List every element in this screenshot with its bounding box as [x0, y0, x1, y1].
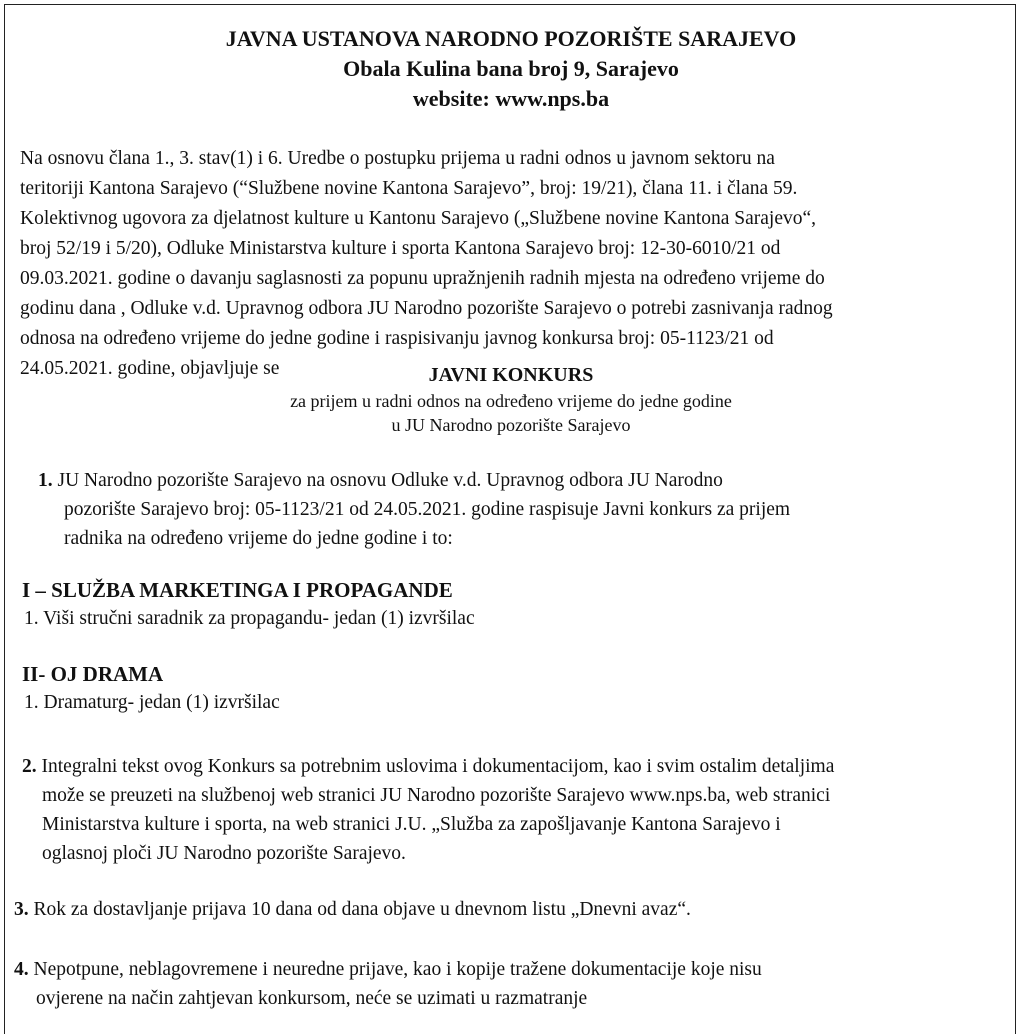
- item-line: ovjerene na način zahtjevan konkursom, neće se uzimati u razmatranje: [36, 988, 588, 1009]
- intro-line: godinu dana , Odluke v.d. Upravnog odbora JU Narodno pozorište Sarajevo o potrebi zasnivanja radnog: [20, 298, 833, 319]
- intro-line: 09.03.2021. godine o davanju saglasnosti za popunu upražnjenih radnih mjesta na određeno vrijeme do: [20, 268, 825, 289]
- section-heading-drama: II- OJ DRAMA: [22, 662, 164, 686]
- item-line: JU Narodno pozorište Sarajevo na osnovu Odluke v.d. Upravnog odbora JU Narodno: [57, 470, 723, 491]
- konkurs-title: JAVNI KONKURS: [428, 364, 594, 386]
- item-number: 4.: [14, 959, 29, 980]
- item-line: Ministarstva kulture i sporta, na web stranici J.U. „Služba za zapošljavanje Kantona Sarajevo i: [42, 814, 781, 835]
- item-number: 1.: [38, 470, 53, 491]
- section-heading-marketing: I – SLUŽBA MARKETINGA I PROPAGANDE: [22, 578, 453, 602]
- intro-line: Na osnovu člana 1., 3. stav(1) i 6. Uredbe o postupku prijema u radni odnos u javnom sektoru na: [20, 148, 775, 169]
- item-text: Rok za dostavljanje prijava 10 dana od dana objave u dnevnom listu „Dnevni avaz“.: [33, 899, 691, 920]
- numbered-item-4: [14, 955, 762, 1013]
- item-line: može se preuzeti na službenoj web stranici JU Narodno pozorište Sarajevo www.nps.ba, web stranici: [42, 785, 831, 806]
- item-number: 2.: [22, 756, 37, 777]
- intro-line: teritoriji Kantona Sarajevo (“Službene novine Kantona Sarajevo”, broj: 19/21), člana 11. i člana 59.: [20, 178, 798, 199]
- position-item: 1. Dramaturg- jedan (1) izvršilac: [24, 692, 280, 713]
- position-item: 1. Viši stručni saradnik za propagandu- jedan (1) izvršilac: [24, 608, 475, 629]
- intro-line: odnosa na određeno vrijeme do jedne godine i raspisivanju javnog konkursa broj: 05-1123/21 od: [20, 328, 774, 349]
- numbered-item-2: [22, 752, 1002, 868]
- institution-name: JAVNA USTANOVA NARODNO POZORIŠTE SARAJEVO: [225, 26, 797, 51]
- item-line: Integralni tekst ovog Konkurs sa potrebnim uslovima i dokumentacijom, kao i svim ostalim detaljima: [41, 756, 835, 777]
- item-line: Nepotpune, neblagovremene i neuredne prijave, kao i kopije tražene dokumentacije koje nisu: [33, 959, 762, 980]
- item-line: radnika na određeno vrijeme do jedne godine i to:: [64, 528, 453, 549]
- konkurs-subtitle-2: u JU Narodno pozorište Sarajevo: [391, 415, 631, 435]
- item-number: 3.: [14, 899, 29, 920]
- item-line: oglasnoj ploči JU Narodno pozorište Sarajevo.: [42, 843, 406, 864]
- numbered-item-3: [14, 896, 691, 924]
- institution-address: Obala Kulina bana broj 9, Sarajevo: [343, 56, 679, 81]
- intro-paragraph: [20, 144, 1000, 384]
- item-line: pozorište Sarajevo broj: 05-1123/21 od 24.05.2021. godine raspisuje Javni konkurs za prijem: [64, 499, 791, 520]
- intro-line: broj 52/19 i 5/20), Odluke Ministarstva kulture i sporta Kantona Sarajevo broj: 12-30-6010/21 od: [20, 238, 781, 259]
- intro-line: 24.05.2021. godine, objavljuje se: [20, 358, 280, 379]
- document-header: [0, 24, 1022, 114]
- intro-line: Kolektivnog ugovora za djelatnost kulture u Kantonu Sarajevo („Službene novine Kantona Sarajevo“,: [20, 208, 817, 229]
- konkurs-subtitle: za prijem u radni odnos na određeno vrijeme do jedne godine: [290, 391, 732, 411]
- institution-website: website: www.nps.ba: [412, 86, 610, 111]
- numbered-item-1: [38, 466, 978, 553]
